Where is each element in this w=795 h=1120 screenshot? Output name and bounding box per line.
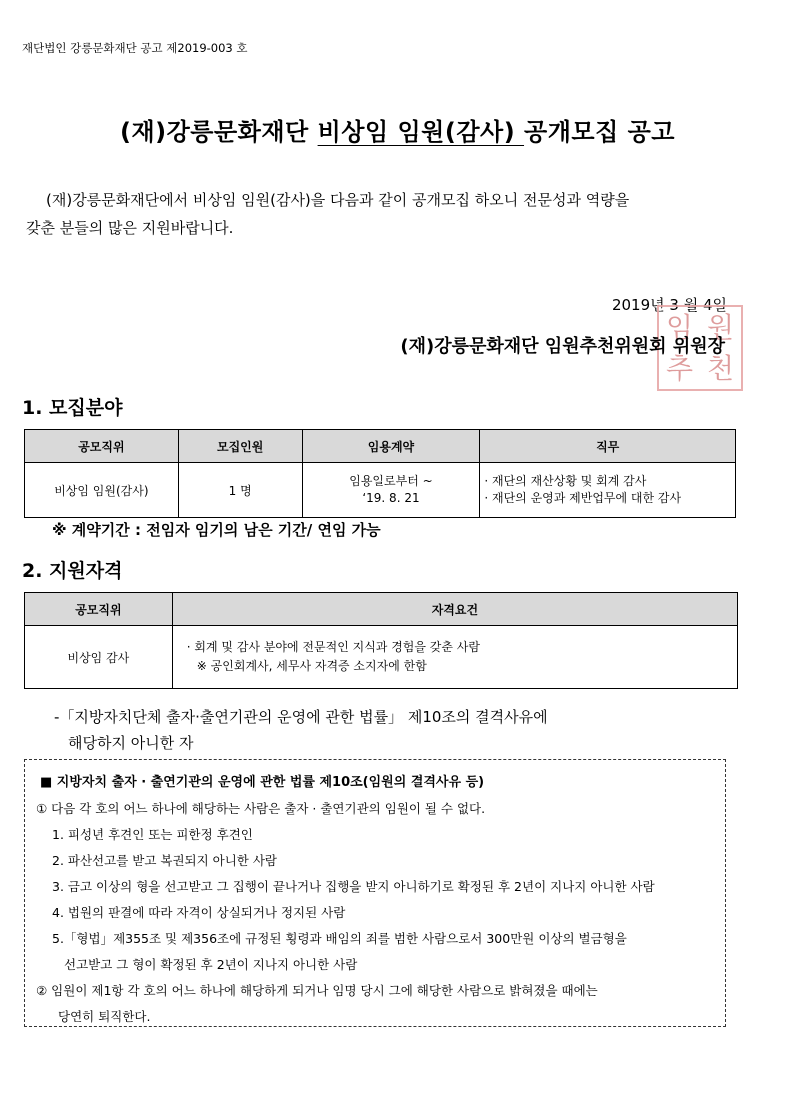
contract-line-2: ‘19. 8. 21 bbox=[362, 491, 420, 505]
issuer-name: (재)강릉문화재단 임원추천위원회 위원장 bbox=[400, 336, 725, 357]
col-header: 모집인원 bbox=[178, 430, 302, 463]
disq-line-1: -「지방자치단체 출자·출연기관의 운영에 관한 법률」 제10조의 결격사유에 bbox=[54, 708, 548, 726]
contract-line-1: 임용일로부터 ~ bbox=[349, 474, 433, 488]
table-row bbox=[25, 463, 736, 518]
law-item: 4. 법원의 판결에 따라 자격이 상실되거나 정지된 사람 bbox=[52, 905, 346, 920]
intro-paragraph bbox=[26, 186, 741, 242]
contract-note: ※ 계약기간 : 전임자 임기의 남은 기간/ 연임 가능 bbox=[52, 521, 381, 539]
seal-char: 원 bbox=[706, 310, 735, 344]
table-header-row bbox=[25, 430, 736, 463]
col-header: 직무 bbox=[480, 430, 736, 463]
title-position: 비상임 임원(감사) bbox=[317, 118, 525, 146]
law-excerpt bbox=[36, 770, 726, 1030]
notice-number: 재단법인 강릉문화재단 공고 제2019-003 호 bbox=[22, 41, 248, 55]
requirement-cell bbox=[172, 626, 737, 689]
law-paragraph-2: ② 임원이 제1항 각 호의 어느 하나에 해당하게 되거나 임명 당시 그에 해당한 사람으로 밝혀졌을 때에는 bbox=[36, 983, 598, 998]
table-header-row bbox=[25, 593, 738, 626]
notice-date: 2019년 3 월 4일 bbox=[611, 296, 727, 314]
seal-char: 임 bbox=[665, 310, 694, 344]
law-paragraph-1: ① 다음 각 호의 어느 하나에 해당하는 사람은 출자 · 출연기관의 임원이 될 수 없다. bbox=[36, 801, 486, 816]
position-cell: 비상임 임원(감사) bbox=[25, 463, 179, 518]
req-line-1: · 회계 및 감사 분야에 전문적인 지식과 경험을 갖춘 사람 bbox=[186, 640, 480, 654]
law-paragraph-2-continuation: 당연히 퇴직한다. bbox=[58, 1009, 151, 1024]
count-cell: 1 명 bbox=[178, 463, 302, 518]
title-org: (재)강릉문화재단 bbox=[120, 118, 318, 146]
section-1-heading: 1. 모집분야 bbox=[22, 397, 123, 419]
law-item: 5.「형법」제355조 및 제356조에 규정된 횡령과 배임의 죄를 범한 사람으로서 300만원 이상의 벌금형을 bbox=[52, 931, 627, 946]
position-cell: 비상임 감사 bbox=[25, 626, 173, 689]
duty-line-2: · 재단의 운영과 제반업무에 대한 감사 bbox=[484, 491, 682, 505]
seal-char: 추 bbox=[665, 351, 694, 385]
qualification-table bbox=[24, 592, 738, 689]
disqualification-text bbox=[54, 704, 548, 756]
contract-cell bbox=[302, 463, 480, 518]
duty-line-1: · 재단의 재산상황 및 회계 감사 bbox=[484, 474, 647, 488]
intro-line-2: 갖춘 분들의 많은 지원바랍니다. bbox=[26, 219, 234, 237]
page-title bbox=[0, 112, 795, 147]
duty-cell bbox=[480, 463, 736, 518]
title-suffix: 공개모집 공고 bbox=[524, 118, 675, 146]
intro-line-1: (재)강릉문화재단에서 비상임 임원(감사)을 다음과 같이 공개모집 하오니 전문성과 역량을 bbox=[46, 191, 630, 209]
law-item-continuation: 선고받고 그 형이 확정된 후 2년이 지나지 아니한 사람 bbox=[64, 957, 358, 972]
col-header: 임용계약 bbox=[302, 430, 480, 463]
table-row bbox=[25, 626, 738, 689]
section-2-heading: 2. 지원자격 bbox=[22, 560, 123, 582]
recruitment-table bbox=[24, 429, 736, 518]
law-heading: ■ 지방자치 출자 · 출연기관의 운영에 관한 법률 제10조(임원의 결격사유 등) bbox=[40, 775, 485, 790]
col-header: 공모직위 bbox=[25, 593, 173, 626]
req-line-2: ※ 공인회계사, 세무사 자격증 소지자에 한함 bbox=[196, 659, 427, 673]
col-header: 공모직위 bbox=[25, 430, 179, 463]
law-item: 1. 피성년 후견인 또는 피한정 후견인 bbox=[52, 827, 253, 842]
law-item: 3. 금고 이상의 형을 선고받고 그 집행이 끝나거나 집행을 받지 아니하기로 확정된 후 2년이 지나지 아니한 사람 bbox=[52, 879, 655, 894]
disq-line-2: 해당하지 아니한 자 bbox=[68, 734, 194, 752]
col-header: 자격요건 bbox=[172, 593, 737, 626]
seal-char: 천 bbox=[706, 351, 735, 385]
law-item: 2. 파산선고를 받고 복권되지 아니한 사람 bbox=[52, 853, 277, 868]
